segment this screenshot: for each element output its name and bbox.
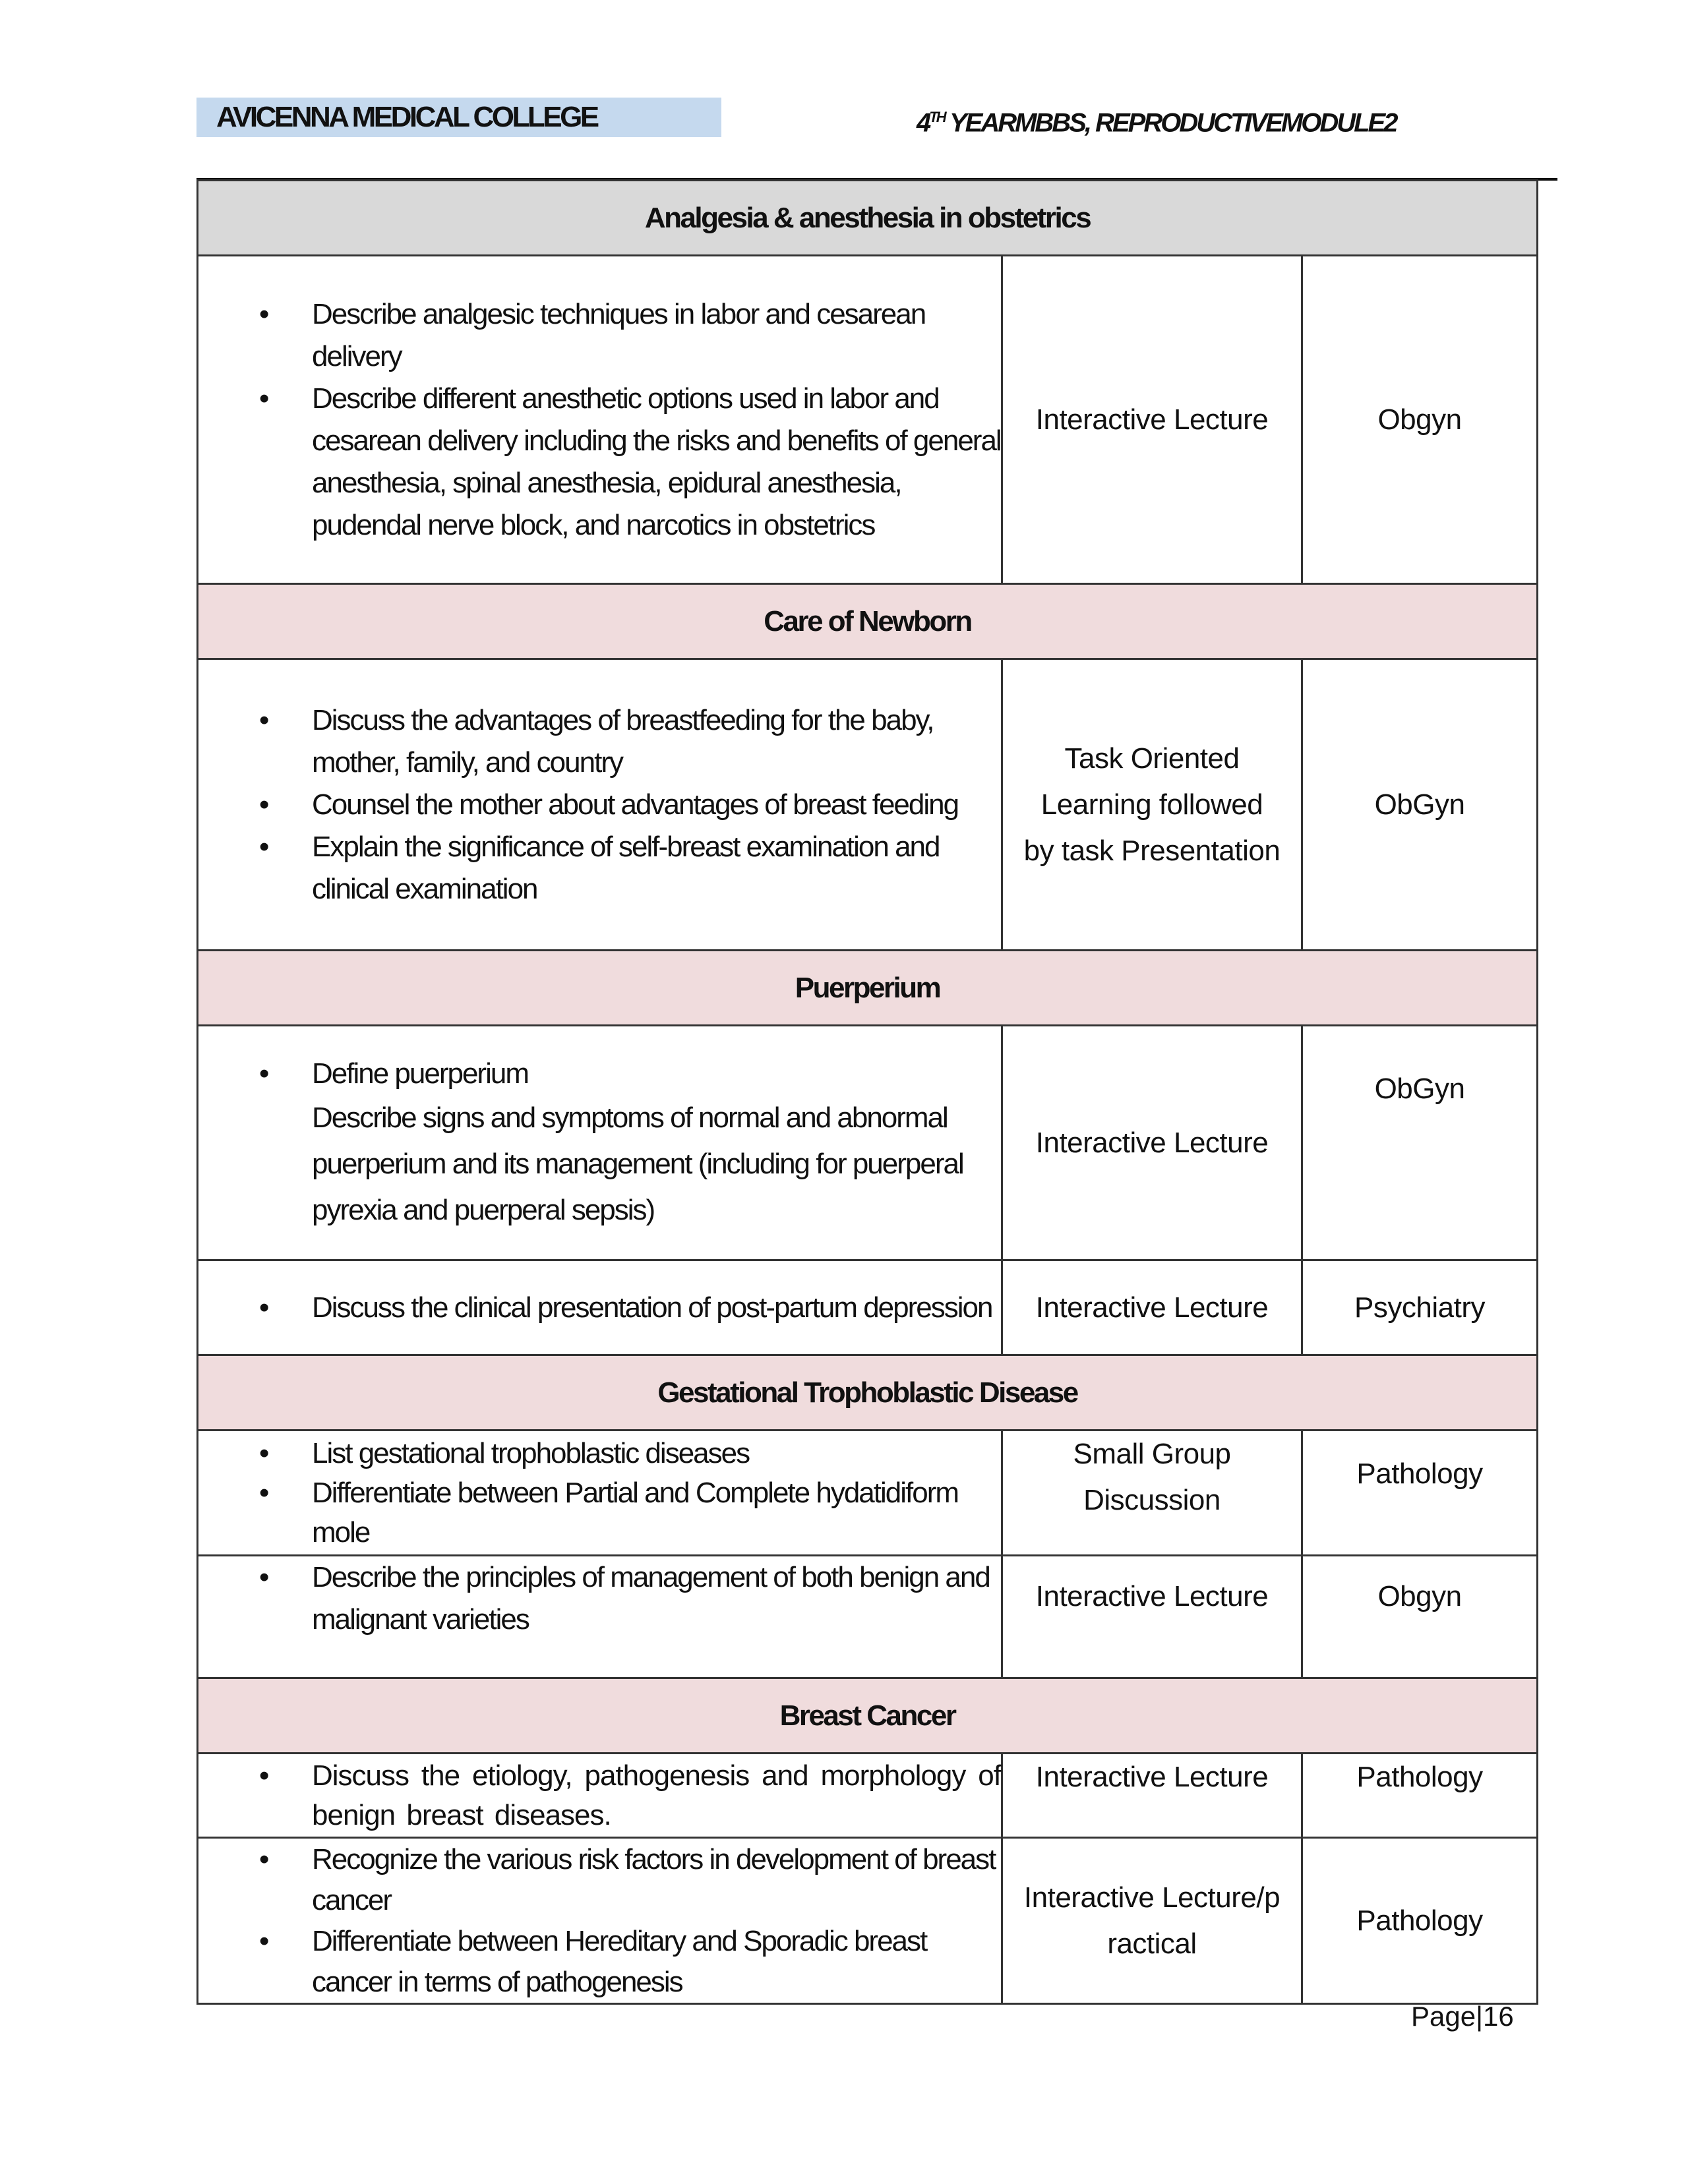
department-cell: Pathology bbox=[1302, 1754, 1538, 1838]
page-header bbox=[196, 98, 1489, 137]
method-cell: Interactive Lecture bbox=[1002, 1754, 1302, 1838]
method-cell: Interactive Lecture bbox=[1002, 1556, 1302, 1678]
table-row bbox=[198, 1556, 1538, 1678]
objectives-cell bbox=[198, 1556, 1002, 1678]
objectives-cell bbox=[198, 1838, 1002, 2004]
section-title: Puerperium bbox=[198, 951, 1538, 1026]
table-row bbox=[198, 1431, 1538, 1556]
objective-item: • Discuss the etiology, pathogenesis and morphology of benign breast diseases. bbox=[312, 1756, 1001, 1835]
module-title bbox=[917, 100, 1396, 140]
table-row bbox=[198, 1026, 1538, 1260]
table-row bbox=[198, 256, 1538, 584]
section-title: Breast Cancer bbox=[198, 1678, 1538, 1754]
department-cell: Obgyn bbox=[1302, 1556, 1538, 1678]
objectives-cell bbox=[198, 659, 1002, 951]
objective-item: • Define puerperium bbox=[312, 1053, 1001, 1095]
objective-item: • Discuss the clinical presentation of post-partum depression bbox=[312, 1287, 1001, 1329]
college-name: AVICENNA MEDICAL COLLEGE bbox=[216, 101, 597, 133]
module-name: YEARMBBS, REPRODUCTIVEMODULE2 bbox=[944, 108, 1397, 138]
objectives-cell bbox=[198, 1026, 1002, 1260]
department-cell: ObGyn bbox=[1302, 659, 1538, 951]
objectives-cell bbox=[198, 1754, 1002, 1838]
module-year-number: 4 bbox=[917, 108, 930, 138]
department-cell: ObGyn bbox=[1302, 1026, 1538, 1260]
department-cell: Obgyn bbox=[1302, 256, 1538, 584]
page-number: Page|16 bbox=[1411, 2001, 1514, 2032]
table-row bbox=[198, 1754, 1538, 1838]
section-title: Gestational Trophoblastic Disease bbox=[198, 1355, 1538, 1431]
objective-item: • Counsel the mother about advantages of breast feeding bbox=[312, 784, 1001, 826]
section-title: Analgesia & anesthesia in obstetrics bbox=[198, 181, 1538, 256]
method-cell: Task Oriented Learning followed by task Presentation bbox=[1002, 659, 1302, 951]
section-header-row bbox=[198, 1678, 1538, 1754]
objective-item: • Describe different anesthetic options used in labor and cesarean delivery including the risks and benefits of general anesthesia, spinal anesthesia, epidural anesthesia, pudendal nerve block, and narcotics in obstetrics bbox=[312, 378, 1001, 546]
objective-item: • Recognize the various risk factors in development of breast cancer bbox=[312, 1839, 1001, 1921]
method-cell: Interactive Lecture bbox=[1002, 256, 1302, 584]
objective-item: • Discuss the advantages of breastfeeding for the baby, mother, family, and country bbox=[312, 699, 1001, 784]
objective-item: • Differentiate between Partial and Complete hydatidiform mole bbox=[312, 1473, 1001, 1552]
college-band bbox=[196, 98, 721, 137]
objective-item: • Differentiate between Hereditary and Sporadic breast cancer in terms of pathogenesis bbox=[312, 1921, 1001, 2003]
objectives-table bbox=[196, 179, 1538, 2005]
objectives-cell bbox=[198, 256, 1002, 584]
objective-item: • Describe analgesic techniques in labor and cesarean delivery bbox=[312, 293, 1001, 378]
method-cell: Interactive Lecture bbox=[1002, 1260, 1302, 1355]
table-row bbox=[198, 1838, 1538, 2004]
section-header-row bbox=[198, 951, 1538, 1026]
department-cell: Psychiatry bbox=[1302, 1260, 1538, 1355]
objective-item: • Describe the principles of management of both benign and malignant varieties bbox=[312, 1556, 1001, 1641]
method-cell: Interactive Lecture/practical bbox=[1002, 1838, 1302, 2004]
objectives-cell bbox=[198, 1431, 1002, 1556]
objectives-cell bbox=[198, 1260, 1002, 1355]
section-header-row bbox=[198, 1355, 1538, 1431]
section-header-row bbox=[198, 181, 1538, 256]
section-header-row bbox=[198, 584, 1538, 659]
objective-item: • List gestational trophoblastic diseases bbox=[312, 1434, 1001, 1473]
department-cell: Pathology bbox=[1302, 1838, 1538, 2004]
module-year-suffix: TH bbox=[929, 109, 945, 125]
table-row bbox=[198, 659, 1538, 951]
objective-item: Describe signs and symptoms of normal and abnormal puerperium and its management (including for puerperal pyrexia and puerperal sepsis) bbox=[312, 1101, 963, 1226]
table-row bbox=[198, 1260, 1538, 1355]
method-cell: Small Group Discussion bbox=[1002, 1431, 1302, 1556]
department-cell: Pathology bbox=[1302, 1431, 1538, 1556]
method-cell: Interactive Lecture bbox=[1002, 1026, 1302, 1260]
section-title: Care of Newborn bbox=[198, 584, 1538, 659]
objective-item: • Explain the significance of self-breast examination and clinical examination bbox=[312, 826, 1001, 910]
